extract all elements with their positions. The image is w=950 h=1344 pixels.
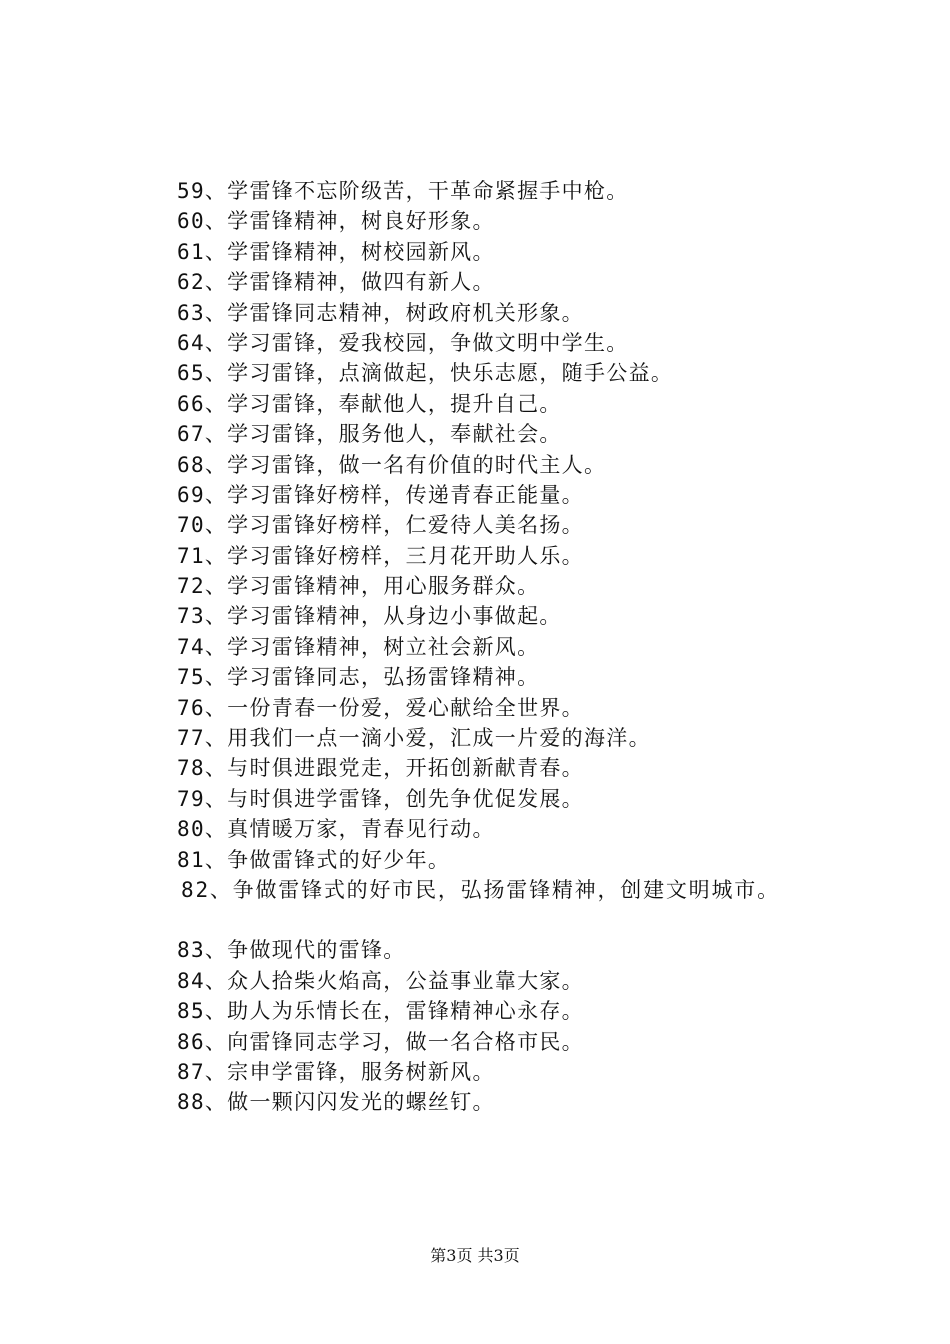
- list-item: 65、学习雷锋，点滴做起，快乐志愿，随手公益。: [177, 361, 674, 386]
- list-item: 78、与时俱进跟党走，开拓创新献青春。: [177, 756, 584, 781]
- list-item: 79、与时俱进学雷锋，创先争优促发展。: [177, 786, 584, 811]
- list-item: 70、学习雷锋好榜样，仁爱待人美名扬。: [177, 513, 584, 538]
- list-item: 82、争做雷锋式的好市民，弘扬雷锋精神，创建文明城市。: [181, 877, 780, 902]
- list-item: 86、向雷锋同志学习，做一名合格市民。: [177, 1029, 584, 1054]
- list-item: 76、一份青春一份爱，爱心献给全世界。: [177, 695, 584, 720]
- list-item: 60、学雷锋精神，树良好形象。: [177, 209, 495, 234]
- list-item: 77、用我们一点一滴小爱，汇成一片爱的海洋。: [177, 726, 651, 751]
- list-item: 87、宗申学雷锋，服务树新风。: [177, 1059, 495, 1084]
- list-item: 61、学雷锋精神，树校园新风。: [177, 239, 495, 264]
- list-item: 80、真情暖万家，青春见行动。: [177, 817, 495, 842]
- list-item: 64、学习雷锋，爱我校园，争做文明中学生。: [177, 330, 629, 355]
- list-item: 73、学习雷锋精神，从身边小事做起。: [177, 604, 562, 629]
- list-item: 74、学习雷锋精神，树立社会新风。: [177, 634, 540, 659]
- slogan-list: [177, 176, 917, 1118]
- list-item: 66、学习雷锋，奉献他人，提升自己。: [177, 391, 562, 416]
- list-item: 72、学习雷锋精神，用心服务群众。: [177, 574, 540, 599]
- page-number-footer: 第3页 共3页: [430, 1246, 520, 1265]
- list-item: 59、学雷锋不忘阶级苦，干革命紧握手中枪。: [177, 179, 629, 203]
- list-item: 84、众人拾柴火焰高，公益事业靠大家。: [177, 968, 584, 993]
- list-item: 67、学习雷锋，服务他人，奉献社会。: [177, 422, 562, 447]
- list-item: 69、学习雷锋好榜样，传递青春正能量。: [177, 482, 584, 507]
- list-item: 88、做一颗闪闪发光的螺丝钉。: [177, 1090, 495, 1115]
- list-item: 83、争做现代的雷锋。: [177, 938, 406, 963]
- list-item: 71、学习雷锋好榜样，三月花开助人乐。: [177, 543, 584, 568]
- list-item: 75、学习雷锋同志，弘扬雷锋精神。: [177, 665, 540, 690]
- list-item: 68、学习雷锋，做一名有价值的时代主人。: [177, 452, 607, 477]
- list-item: 63、学雷锋同志精神，树政府机关形象。: [177, 300, 584, 325]
- list-item: 62、学雷锋精神，做四有新人。: [177, 270, 495, 295]
- list-item: 81、争做雷锋式的好少年。: [177, 847, 451, 872]
- list-item: 85、助人为乐情长在，雷锋精神心永存。: [177, 999, 584, 1024]
